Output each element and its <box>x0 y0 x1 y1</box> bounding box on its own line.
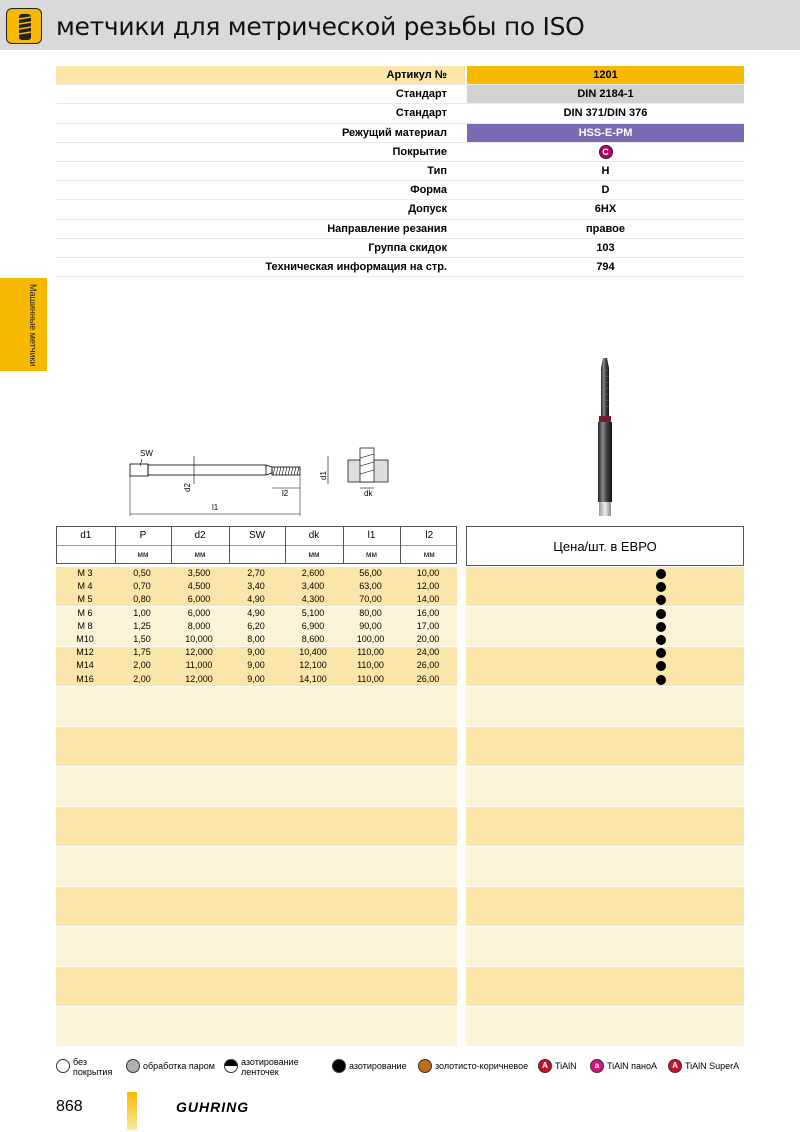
table-row <box>56 593 457 606</box>
table-cell: M 4 <box>77 581 93 592</box>
spec-label: Стандарт <box>395 88 447 101</box>
table-band <box>56 1007 457 1046</box>
spec-value: 794 <box>596 260 615 273</box>
table-cell: 17,00 <box>416 620 440 631</box>
unit-cell <box>229 545 285 563</box>
availability-dot-icon <box>656 609 666 619</box>
table-cell: 26,00 <box>416 673 440 684</box>
table-cell: M 6 <box>77 607 93 618</box>
table-band <box>56 887 457 926</box>
legend-label: TiAlN <box>555 1061 577 1071</box>
table-cell: M10 <box>76 633 94 644</box>
table-row <box>56 646 457 659</box>
price-column-header: Цена/шт. в ЕВРО <box>466 526 744 566</box>
table-row <box>56 659 457 672</box>
table-cell: 24,00 <box>416 647 440 658</box>
legend-label: азотирование <box>241 1057 299 1067</box>
spec-label: Тип <box>427 164 447 177</box>
table-cell: 1,75 <box>133 647 151 658</box>
table-cell: 12,100 <box>299 660 327 671</box>
table-band <box>466 607 744 646</box>
coating-symbol-icon: A <box>668 1059 682 1073</box>
spec-row-standard <box>56 85 744 104</box>
table-band <box>466 927 744 966</box>
table-cell: 8,00 <box>247 633 265 644</box>
table-cell: 6,20 <box>247 620 265 631</box>
table-cell: M 3 <box>77 568 93 578</box>
legend-text <box>685 1061 739 1071</box>
table-band <box>466 887 744 926</box>
unit-cell: мм <box>115 545 171 563</box>
table-cell: 12,000 <box>185 647 213 658</box>
spec-value: HSS-E-PM <box>467 124 744 142</box>
dimensions-table <box>56 526 457 564</box>
table-cell: 63,00 <box>359 581 382 592</box>
spec-value: 1201 <box>467 66 744 84</box>
legend-label: обработка паром <box>143 1061 215 1071</box>
availability-dot-icon <box>656 635 666 645</box>
table-cell: 10,400 <box>299 647 327 658</box>
table-cell: 4,500 <box>187 581 211 592</box>
legend-text <box>435 1061 528 1071</box>
legend-label: без <box>73 1057 87 1067</box>
sw-label: SW <box>140 449 153 458</box>
table-cell: 100,00 <box>356 633 385 644</box>
col-header-d2: d2 <box>171 527 229 545</box>
availability-dot-icon <box>656 675 666 685</box>
spec-row-standard-2 <box>56 104 744 123</box>
coating-symbol-icon <box>56 1059 70 1073</box>
spec-row-coating <box>56 143 744 162</box>
section-side-tab <box>0 278 47 371</box>
table-cell: 3,500 <box>187 568 211 578</box>
table-band <box>466 647 744 686</box>
spec-row-tolerance <box>56 200 744 219</box>
table-row <box>56 633 457 646</box>
table-row <box>56 620 457 633</box>
spec-value: D <box>601 184 610 197</box>
unit-cell: мм <box>400 545 458 563</box>
coating-symbol-icon <box>224 1059 238 1073</box>
spec-value: 103 <box>596 241 615 254</box>
table-cell: 4,300 <box>301 594 325 605</box>
table-band <box>466 847 744 886</box>
unit-cell <box>57 545 115 563</box>
coating-c-icon: C <box>599 145 613 159</box>
table-band <box>56 767 457 806</box>
tap-icon <box>6 8 42 44</box>
table-cell: 2,00 <box>133 673 151 684</box>
table-cell: 6,900 <box>301 620 325 631</box>
legend-label: золотисто-коричневое <box>435 1061 529 1071</box>
unit-cell: мм <box>285 545 343 563</box>
table-cell: 0,50 <box>133 568 151 578</box>
table-row <box>56 580 457 593</box>
table-cell: 11,000 <box>185 660 213 671</box>
spec-label: Техническая информация на стр. <box>265 260 447 273</box>
spec-row-tech-info <box>56 258 744 277</box>
table-cell: 56,00 <box>359 568 382 578</box>
table-band <box>56 847 457 886</box>
table-cell: 4,90 <box>247 594 265 605</box>
table-band <box>56 687 457 726</box>
table-band <box>466 727 744 766</box>
table-cell: M12 <box>76 647 94 658</box>
table-cell: 14,100 <box>299 673 327 684</box>
table-cell: 12,000 <box>185 673 213 684</box>
table-cell: M14 <box>76 660 94 671</box>
l1-label: l1 <box>212 503 219 512</box>
table-band <box>466 767 744 806</box>
table-cell: 14,00 <box>416 594 440 605</box>
table-row <box>56 673 457 686</box>
table-cell: M16 <box>76 673 94 684</box>
spec-row-type <box>56 162 744 181</box>
legend-text <box>143 1061 215 1071</box>
spec-row-form <box>56 181 744 200</box>
table-cell: 9,00 <box>247 673 265 684</box>
legend-label: TiAlN SuperA <box>685 1061 740 1071</box>
table-cell: 20,00 <box>416 633 440 644</box>
page-title: метчики для метрической резьбы по ISO <box>56 12 585 41</box>
table-band <box>56 927 457 966</box>
table-cell: 1,50 <box>133 633 151 644</box>
tap-product-photo <box>588 356 622 527</box>
d1-label: d1 <box>319 471 328 480</box>
table-cell: M 8 <box>77 620 93 631</box>
coating-symbol-icon <box>418 1059 432 1073</box>
legend-text <box>555 1061 577 1071</box>
unit-cell: мм <box>343 545 400 563</box>
spec-label: Допуск <box>408 203 447 216</box>
spec-label: Артикул № <box>56 66 465 84</box>
spec-row-cutting-direction <box>56 220 744 239</box>
legend-label: TiAlN паноА <box>607 1061 658 1071</box>
table-cell: 2,70 <box>247 568 265 578</box>
table-header-row <box>57 527 458 545</box>
table-cell: 1,00 <box>133 607 151 618</box>
table-units-row <box>57 545 458 563</box>
coating-symbol-icon <box>332 1059 346 1073</box>
legend-label: азотирование <box>349 1061 407 1071</box>
table-cell: 12,00 <box>416 581 440 592</box>
spec-label: Форма <box>410 184 447 197</box>
spec-row-material <box>56 124 744 143</box>
coating-legend <box>56 1054 756 1080</box>
table-cell: 3,40 <box>247 581 265 592</box>
legend-text <box>349 1061 407 1071</box>
spec-label: Покрытие <box>392 145 447 158</box>
spec-row-discount-group <box>56 239 744 258</box>
spec-value: DIN 2184-1 <box>467 85 744 103</box>
table-band <box>466 567 744 606</box>
spec-value: 6HX <box>594 203 617 216</box>
legend-label-line2: покрытия <box>73 1067 113 1077</box>
table-row <box>56 567 457 580</box>
spec-value: правое <box>586 222 625 235</box>
table-cell: 3,400 <box>301 581 325 592</box>
table-cell: 1,25 <box>133 620 151 631</box>
table-cell: 110,00 <box>357 673 384 684</box>
table-cell: 9,00 <box>247 660 265 671</box>
legend-text <box>73 1057 112 1077</box>
table-cell: 80,00 <box>359 607 382 618</box>
table-cell: 10,000 <box>185 633 213 644</box>
col-header-p: P <box>115 527 171 545</box>
table-band <box>466 807 744 846</box>
coating-symbol-icon <box>126 1059 140 1073</box>
table-cell: 9,00 <box>247 647 265 658</box>
table-cell: 10,00 <box>416 568 440 578</box>
availability-dot-icon <box>656 622 666 632</box>
table-cell: 26,00 <box>416 660 440 671</box>
col-header-l2: l2 <box>425 530 434 542</box>
table-cell: 0,80 <box>133 594 151 605</box>
table-band <box>56 807 457 846</box>
legend-text <box>241 1057 299 1077</box>
d2-label: d2 <box>183 483 192 492</box>
legend-label-line2: ленточек <box>241 1067 279 1077</box>
col-header-l1: l1 <box>343 527 400 545</box>
table-cell: 16,00 <box>416 607 440 618</box>
table-band <box>466 967 744 1006</box>
footer-accent-bar <box>127 1092 137 1130</box>
table-cell: 90,00 <box>359 620 382 631</box>
spec-table <box>56 66 744 277</box>
table-band <box>56 967 457 1006</box>
table-cell: 5,100 <box>301 607 325 618</box>
table-body <box>56 567 457 686</box>
page-header <box>0 0 800 50</box>
tap-technical-drawing <box>120 438 400 523</box>
coating-symbol-icon: a <box>590 1059 604 1073</box>
page-number: 868 <box>56 1098 83 1115</box>
table-band <box>466 1007 744 1046</box>
unit-cell: мм <box>171 545 229 563</box>
table-cell: 110,00 <box>357 647 384 658</box>
table-cell: 0,70 <box>133 581 151 592</box>
table-cell: 70,00 <box>359 594 382 605</box>
table-band <box>466 687 744 726</box>
col-header-dk: dk <box>285 527 343 545</box>
table-cell: 4,90 <box>247 607 265 618</box>
spec-value-coating <box>467 143 744 161</box>
col-header-d1: d1 <box>57 527 115 545</box>
table-cell: 2,00 <box>133 660 151 671</box>
side-tab-label: Машинные метчики <box>28 284 38 367</box>
spec-value: DIN 371/DIN 376 <box>563 107 648 120</box>
spec-label: Направление резания <box>327 222 447 235</box>
table-band <box>56 727 457 766</box>
spec-label: Режущий материал <box>341 126 447 139</box>
table-row <box>56 607 457 620</box>
table-cell: M 5 <box>77 594 93 605</box>
table-cell: 6,000 <box>187 594 211 605</box>
coating-symbol-icon: A <box>538 1059 552 1073</box>
col-header-sw: SW <box>229 527 285 545</box>
spec-value: H <box>601 164 610 177</box>
table-cell: 6,000 <box>187 607 211 618</box>
l2-label: l2 <box>282 489 289 498</box>
table-cell: 8,600 <box>301 633 325 644</box>
dk-label: dk <box>364 489 373 498</box>
legend-text <box>607 1061 657 1071</box>
spec-row-article <box>56 66 744 85</box>
spec-label: Стандарт <box>395 107 447 120</box>
availability-dot-icon <box>656 569 666 579</box>
table-cell: 2,600 <box>301 568 325 578</box>
brand-logo: GUHRING <box>176 1099 250 1115</box>
table-cell: 110,00 <box>357 660 384 671</box>
table-cell: 8,000 <box>187 620 211 631</box>
spec-label: Группа скидок <box>368 241 447 254</box>
